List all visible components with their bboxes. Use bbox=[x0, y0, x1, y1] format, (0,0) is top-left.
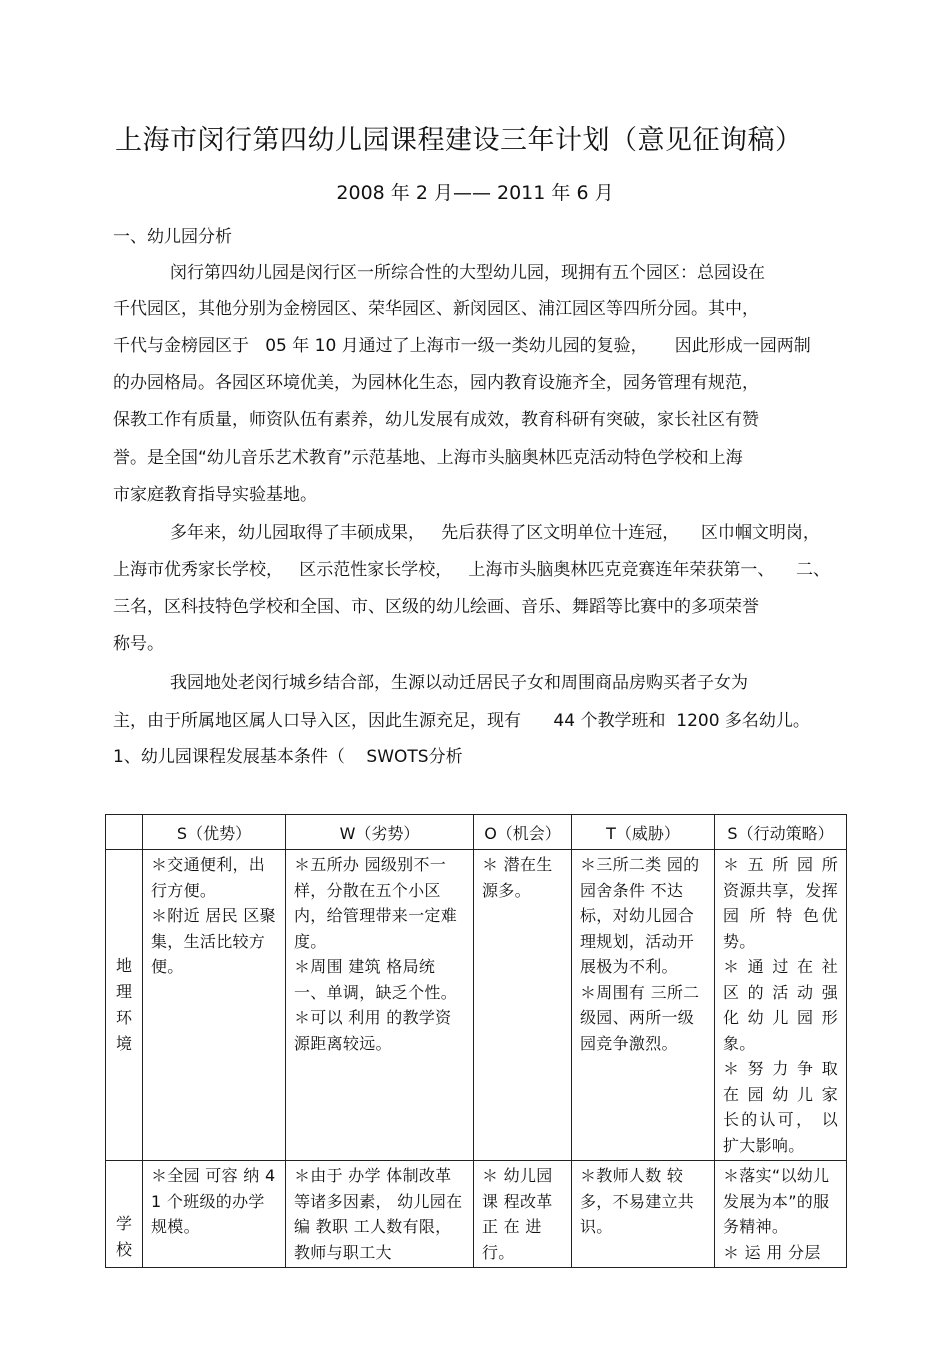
paragraph-line: 的办园格局。各园区环境优美，为园林化生态，园内教育设施齐全，园务管理有规范， bbox=[113, 373, 759, 393]
opportunities-cell bbox=[474, 1161, 572, 1268]
cell-item: ＊ 五 所 园 所 资源共享，发挥 园 所 特 色优势。 bbox=[723, 855, 838, 951]
table-row bbox=[106, 1161, 847, 1268]
strengths-cell bbox=[143, 1161, 286, 1268]
table-header-cell: T（威胁） bbox=[572, 815, 715, 850]
paragraph-line: 我园地处老闵行城乡结合部，生源以动迁居民子女和周围商品房购买者子女为 bbox=[170, 673, 748, 693]
table-header-cell: W（劣势） bbox=[286, 815, 474, 850]
cell-item: ＊周围有 三所二级园、两所一级园竞争激烈。 bbox=[580, 982, 700, 1053]
threats-cell bbox=[572, 850, 715, 1161]
table-header-row bbox=[106, 815, 847, 850]
table-header-cell: O（机会） bbox=[474, 815, 572, 850]
section-heading: 一、幼儿园分析 bbox=[113, 227, 232, 247]
cell-item: ＊由于 办学 体制改革等诸多因素， 幼儿园在编 教职 工人数有限，教师与职工大 bbox=[294, 1166, 463, 1262]
opportunities-cell bbox=[474, 850, 572, 1161]
table-header-cell bbox=[106, 815, 143, 850]
cell-item: ＊ 努 力 争 取在 园 幼 儿 家长的认可， 以扩大影响。 bbox=[723, 1059, 838, 1155]
subheading: 1、幼儿园课程发展基本条件（ SWOTS分析 bbox=[113, 747, 463, 767]
table-header-cell: S（优势） bbox=[143, 815, 286, 850]
strengths-cell bbox=[143, 850, 286, 1161]
cell-item: ＊附近 居民 区聚集，生活比较方便。 bbox=[151, 906, 276, 976]
row-label: 地理环境 bbox=[115, 956, 132, 1053]
cell-item: ＊ 潜在生源多。 bbox=[482, 855, 553, 900]
row-label-cell bbox=[106, 1161, 143, 1268]
table-header-cell: S（行动策略） bbox=[715, 815, 847, 850]
paragraph-line: 闵行第四幼儿园是闵行区一所综合性的大型幼儿园，现拥有五个园区：总园设在 bbox=[170, 263, 765, 283]
page-title: 上海市闵行第四幼儿园课程建设三年计划（意见征询稿） bbox=[115, 125, 803, 156]
cell-item: ＊ 幼儿园课 程改革正 在 进行。 bbox=[482, 1166, 553, 1262]
paragraph-line: 誉。是全国“幼儿音乐艺术教育”示范基地、上海市头脑奥林匹克活动特色学校和上海 bbox=[113, 448, 743, 468]
table-row bbox=[106, 850, 847, 1161]
cell-item: ＊教师人数 较多，不易建立共识。 bbox=[580, 1166, 695, 1236]
paragraph-line: 三名，区科技特色学校和全国、市、区级的幼儿绘画、音乐、舞蹈等比赛中的多项荣誉 bbox=[113, 597, 759, 617]
cell-item: ＊可以 利用 的教学资源距离较远。 bbox=[294, 1008, 452, 1053]
weaknesses-cell bbox=[286, 1161, 474, 1268]
cell-item: ＊三所二类 园的园舍条件 不达标，对幼儿园合理规划，活动开展极为不利。 bbox=[580, 855, 700, 976]
cell-item: ＊ 通 过 在 社区 的 活 动 强化 幼 儿 园 形象。 bbox=[723, 957, 838, 1053]
cell-item: ＊落实“以幼儿发展为本”的服务精神。 bbox=[723, 1166, 830, 1236]
paragraph-line: 多年来，幼儿园取得了丰硕成果， 先后获得了区文明单位十连冠， 区巾帼文明岗， bbox=[170, 523, 820, 543]
paragraph-line: 市家庭教育指导实验基地。 bbox=[113, 485, 317, 505]
strategy-cell bbox=[715, 850, 847, 1161]
paragraph-line: 保教工作有质量，师资队伍有素养，幼儿发展有成效，教育科研有突破，家长社区有赞 bbox=[113, 410, 759, 430]
paragraph-line: 上海市优秀家长学校， 区示范性家长学校， 上海市头脑奥林匹克竞赛连年荣获第一、 二、 bbox=[113, 560, 831, 580]
cell-item: ＊全园 可容 纳 41 个班级的办学规模。 bbox=[151, 1166, 276, 1236]
paragraph-line: 千代与金榜园区于 05 年 10 月通过了上海市一级一类幼儿园的复验， 因此形成一园两制 bbox=[113, 336, 811, 356]
row-label: 学校 bbox=[115, 1214, 132, 1259]
cell-item: ＊五所办 园级别不一样，分散在五个小区内，给管理带来一定难度。 bbox=[294, 855, 458, 951]
cell-item: ＊交通便利，出行方便。 bbox=[151, 855, 266, 900]
cell-item: ＊ 运 用 分层 bbox=[723, 1242, 821, 1262]
row-label-cell bbox=[106, 850, 143, 1161]
strategy-cell bbox=[715, 1161, 847, 1268]
paragraph-line: 称号。 bbox=[113, 634, 164, 654]
paragraph-line: 千代园区，其他分别为金榜园区、荣华园区、新闵园区、浦江园区等四所分园。其中， bbox=[113, 299, 759, 319]
paragraph-line: 主，由于所属地区属人口导入区，因此生源充足，现有 44 个教学班和 1200 多名幼儿。 bbox=[113, 711, 810, 731]
weaknesses-cell bbox=[286, 850, 474, 1161]
cell-item: ＊周围 建筑 格局统一、单调，缺乏个性。 bbox=[294, 957, 458, 1002]
swot-table bbox=[105, 814, 847, 1268]
date-range: 2008 年 2 月—— 2011 年 6 月 bbox=[336, 182, 614, 204]
threats-cell bbox=[572, 1161, 715, 1268]
